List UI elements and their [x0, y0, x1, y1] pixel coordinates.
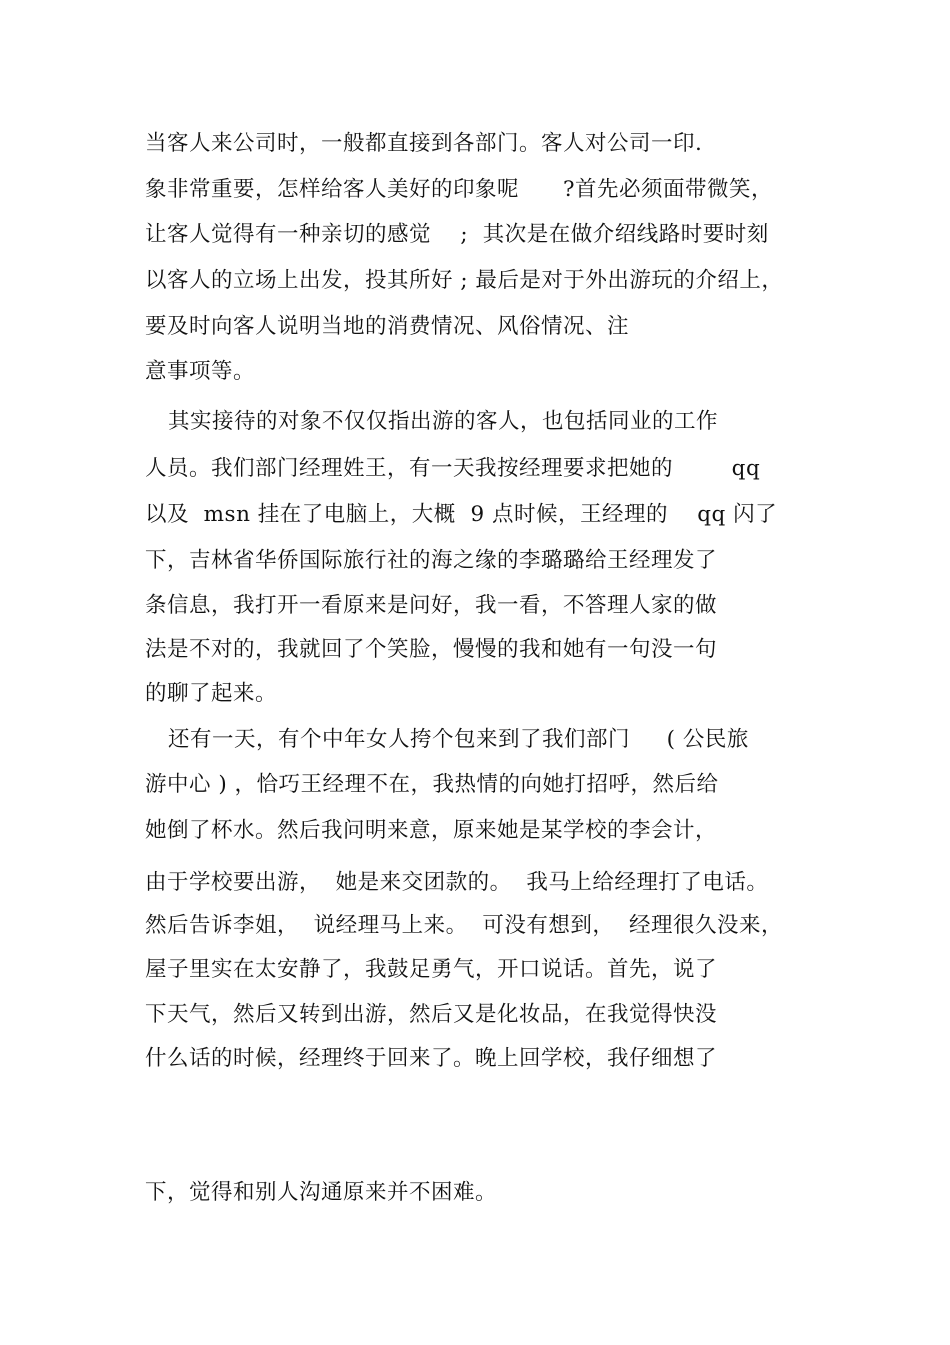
text-line: 条信息，我打开一看原来是问好，我一看，不答理人家的做	[145, 593, 718, 618]
text-line: 屋子里实在太安静了，我鼓足勇气，开口说话。首先，说了	[145, 957, 718, 982]
text-line: 下，吉林省华侨国际旅行社的海之缘的李璐璐给王经理发了	[145, 548, 718, 573]
text-line: 下天气，然后又转到出游，然后又是化妆品，在我觉得快没	[145, 1002, 718, 1027]
text-line: 什么话的时候，经理终于回来了。晚上回学校，我仔细想了	[145, 1046, 718, 1071]
text-line: 以客人的立场上出发，投其所好 ; 最后是对于外出游玩的介绍上，	[145, 268, 784, 293]
text-line: 象非常重要，怎样给客人美好的印象呢 ?首先必须面带微笑，	[145, 177, 774, 202]
text-line: 以及 msn 挂在了电脑上，大概 9 点时候，王经理的 qq 闪了	[145, 502, 778, 527]
text-line: 其实接待的对象不仅仅指出游的客人，也包括同业的工作	[168, 409, 719, 434]
text-line: 人员。我们部门经理姓王，有一天我按经理要求把她的 qq	[145, 456, 761, 481]
text-line: 要及时向客人说明当地的消费情况、风俗情况、注	[145, 314, 630, 339]
text-line: 法是不对的，我就回了个笑脸，慢慢的我和她有一句没一句	[145, 637, 718, 662]
text-line: 下，觉得和别人沟通原来并不困难。	[145, 1180, 498, 1205]
text-line: 她倒了杯水。然后我问明来意，原来她是某学校的李会计，	[145, 818, 718, 843]
text-line: 游中心 ) ，恰巧王经理不在，我热情的向她打招呼，然后给	[145, 772, 719, 797]
text-line: 由于学校要出游， 她是来交团款的。 我马上给经理打了电话。	[145, 870, 769, 895]
text-line: 当客人来公司时，一般都直接到各部门。客人对公司一印.	[145, 131, 703, 156]
text-line: 的聊了起来。	[145, 681, 278, 706]
text-line: 意事项等。	[145, 359, 256, 384]
text-line: 还有一天，有个中年女人挎个包来到了我们部门 ( 公民旅	[168, 727, 749, 752]
text-line: 然后告诉李姐， 说经理马上来。 可没有想到， 经理很久没来，	[145, 913, 784, 938]
text-line: 让客人觉得有一种亲切的感觉 ; 其次是在做介绍线路时要时刻	[145, 222, 769, 247]
